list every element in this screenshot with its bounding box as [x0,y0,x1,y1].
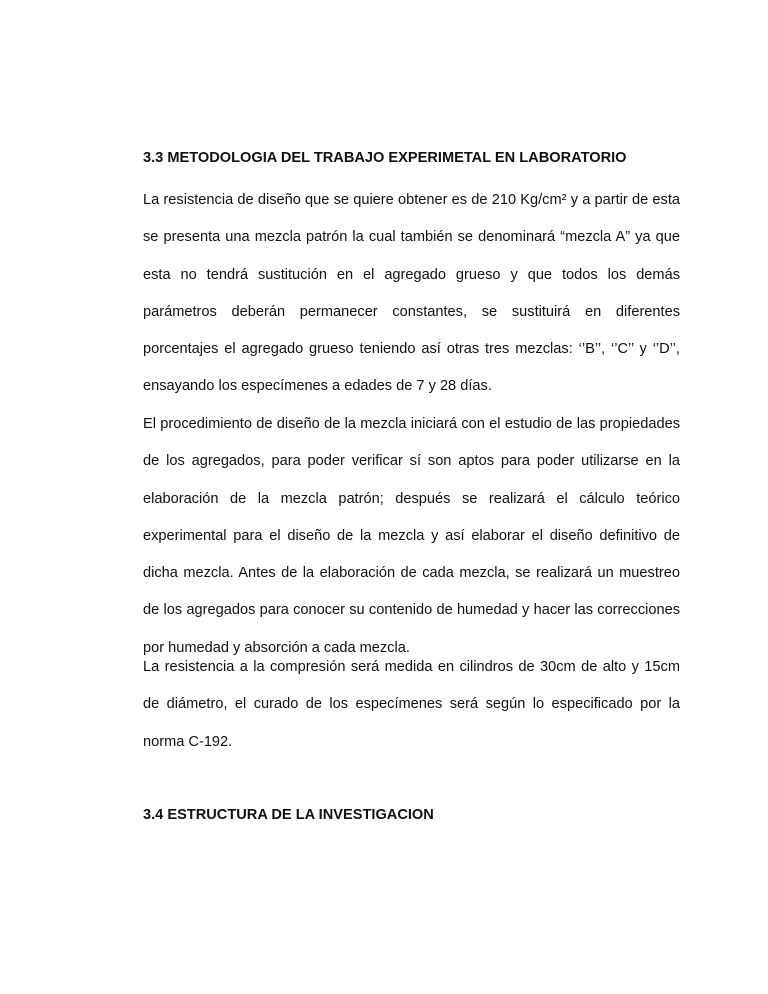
section-heading-3-3: 3.3 METODOLOGIA DEL TRABAJO EXPERIMETAL EN LABORATORIO [143,150,627,166]
paragraph-procedimiento-diseno: El procedimiento de diseño de la mezcla iniciará con el estudio de las propiedades de los agregados, para poder verificar sí son aptos para poder utilizarse en la elaboración de la mezcla patrón; después se realizará el cálculo teórico experimental para el diseño de la mezcla y así elaborar el diseño definitivo de dicha mezcla. Antes de la elaboración de cada mezcla, se realizará un muestreo de los agregados para conocer su contenido de humedad y hacer las correcciones por humedad y absorción a cada mezcla. [143,416,680,656]
paragraph-resistencia-compresion: La resistencia a la compresión será medida en cilindros de 30cm de alto y 15cm de diámetro, el curado de los especímenes será según lo especificado por la norma C-192. [143,659,680,750]
paragraph-resistencia-diseno: La resistencia de diseño que se quiere obtener es de 210 Kg/cm² y a partir de esta se presenta una mezcla patrón la cual también se denominará “mezcla A” ya que esta no tendrá sustitución en el agregado grueso y que todos los demás parámetros deberán permanecer constantes, se sustituirá en diferentes porcentajes el agregado grueso teniendo así otras tres mezclas: ‘’B’’, ‘’C’’ y ‘’D’’, ensayando los especímenes a edades de 7 y 28 días. [143,192,680,395]
section-heading-3-4: 3.4 ESTRUCTURA DE LA INVESTIGACION [143,807,434,823]
